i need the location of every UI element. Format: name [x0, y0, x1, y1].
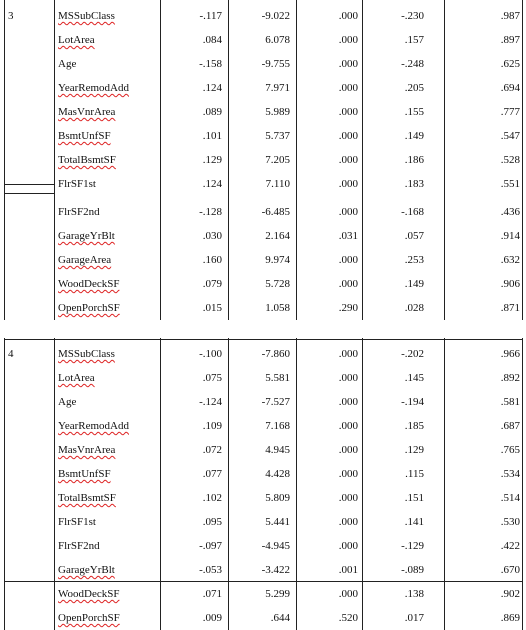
tolerance: .765	[500, 444, 520, 456]
std-beta: .124	[202, 178, 222, 190]
t-value: 1.058	[265, 302, 290, 314]
variable-name: WoodDeckSF	[58, 278, 120, 290]
sig-value: .000	[338, 130, 358, 142]
t-value: 7.971	[265, 82, 290, 94]
variable-name: MasVnrArea	[58, 444, 116, 456]
column-rule	[444, 338, 445, 630]
table-row	[0, 486, 526, 510]
t-value: 2.164	[265, 230, 290, 242]
table-row	[0, 534, 526, 558]
t-value: 5.441	[265, 516, 290, 528]
table-row	[0, 558, 526, 582]
table-row	[0, 224, 526, 248]
partial-correlation: .183	[404, 178, 424, 190]
partial-correlation: .138	[404, 588, 424, 600]
tolerance: .422	[500, 540, 520, 552]
partial-correlation: .129	[404, 444, 424, 456]
page-break-top-rule	[4, 193, 54, 194]
column-rule	[228, 0, 229, 196]
std-beta: .009	[202, 612, 222, 624]
std-beta: -.100	[199, 348, 222, 360]
partial-correlation: .028	[404, 302, 424, 314]
sig-value: .000	[338, 588, 358, 600]
partial-correlation: -.202	[401, 348, 424, 360]
column-rule	[54, 0, 55, 196]
sig-value: .000	[338, 254, 358, 266]
model-group-cont	[0, 200, 526, 320]
variable-name: GarageArea	[58, 254, 112, 266]
sig-value: .000	[338, 106, 358, 118]
t-value: -6.485	[261, 206, 290, 218]
variable-name: WoodDeckSF	[58, 588, 120, 600]
variable-name: Age	[58, 58, 77, 70]
variable-name: MSSubClass	[58, 10, 115, 22]
table-row	[0, 296, 526, 320]
table-row	[0, 366, 526, 390]
variable-name: GarageYrBlt	[58, 230, 115, 242]
column-rule	[54, 196, 55, 320]
column-rule	[160, 196, 161, 320]
tolerance: .632	[500, 254, 520, 266]
table-row	[0, 52, 526, 76]
tolerance: .902	[500, 588, 520, 600]
t-value: 5.809	[265, 492, 290, 504]
table-row	[0, 28, 526, 52]
variable-name: GarageYrBlt	[58, 564, 115, 576]
column-rule	[362, 0, 363, 196]
std-beta: .089	[202, 106, 222, 118]
table-row	[0, 172, 526, 196]
variable-name: YearRemodAdd	[58, 82, 129, 94]
std-beta: .015	[202, 302, 222, 314]
table-row	[0, 342, 526, 366]
column-rule	[362, 196, 363, 320]
model-group-4	[0, 342, 526, 630]
partial-correlation: .149	[404, 278, 424, 290]
partial-correlation: .185	[404, 420, 424, 432]
model-number: 3	[8, 10, 14, 22]
sig-value: .000	[338, 178, 358, 190]
column-rule	[160, 0, 161, 196]
table-row	[0, 248, 526, 272]
sig-value: .000	[338, 82, 358, 94]
partial-correlation: .115	[405, 468, 424, 480]
partial-correlation: -.129	[401, 540, 424, 552]
column-rule	[228, 196, 229, 320]
variable-name: TotalBsmtSF	[58, 154, 116, 166]
variable-name: OpenPorchSF	[58, 302, 120, 314]
model-3-bottom-rule	[4, 184, 54, 185]
sig-value: .000	[338, 492, 358, 504]
tolerance: .551	[500, 178, 520, 190]
table-row	[0, 76, 526, 100]
table-row	[0, 4, 526, 28]
t-value: 4.945	[265, 444, 290, 456]
partial-correlation: .157	[404, 34, 424, 46]
sig-value: .000	[338, 516, 358, 528]
tolerance: .547	[500, 130, 520, 142]
table-row	[0, 582, 526, 606]
partial-correlation: -.194	[401, 396, 424, 408]
variable-name: TotalBsmtSF	[58, 492, 116, 504]
std-beta: .075	[202, 372, 222, 384]
t-value: 7.110	[265, 178, 290, 190]
table-row	[0, 438, 526, 462]
std-beta: .101	[202, 130, 222, 142]
tolerance: .687	[500, 420, 520, 432]
std-beta: -.117	[199, 10, 222, 22]
t-value: 7.205	[265, 154, 290, 166]
t-value: -7.527	[261, 396, 290, 408]
tolerance: .436	[500, 206, 520, 218]
partial-correlation: .145	[404, 372, 424, 384]
sig-value: .000	[338, 10, 358, 22]
table-row	[0, 510, 526, 534]
partial-correlation: -.230	[401, 10, 424, 22]
std-beta: .084	[202, 34, 222, 46]
t-value: 5.728	[265, 278, 290, 290]
tolerance: .869	[500, 612, 520, 624]
std-beta: -.128	[199, 206, 222, 218]
std-beta: .109	[202, 420, 222, 432]
tolerance: .906	[500, 278, 520, 290]
t-value: .644	[270, 612, 290, 624]
t-value: -7.860	[261, 348, 290, 360]
tolerance: .966	[500, 348, 520, 360]
sig-value: .000	[338, 348, 358, 360]
variable-name: FlrSF1st	[58, 178, 96, 190]
sig-value: .000	[338, 206, 358, 218]
variable-name: OpenPorchSF	[58, 612, 120, 624]
std-beta: .072	[202, 444, 222, 456]
variable-name: Age	[58, 396, 77, 408]
table-row	[0, 200, 526, 224]
sig-value: .520	[338, 612, 358, 624]
variable-name: MSSubClass	[58, 348, 115, 360]
table-row	[0, 390, 526, 414]
std-beta: .102	[202, 492, 222, 504]
table-bottom-rule	[4, 581, 522, 582]
right-border	[522, 0, 523, 196]
left-border	[4, 0, 5, 196]
right-border	[522, 196, 523, 320]
column-rule	[444, 0, 445, 196]
table-row	[0, 148, 526, 172]
t-value: 6.078	[265, 34, 290, 46]
tolerance: .777	[500, 106, 520, 118]
tolerance: .897	[500, 34, 520, 46]
column-rule	[444, 196, 445, 320]
std-beta: .129	[202, 154, 222, 166]
sig-value: .001	[338, 564, 358, 576]
column-rule	[296, 0, 297, 196]
sig-value: .000	[338, 372, 358, 384]
tolerance: .528	[500, 154, 520, 166]
column-rule	[296, 338, 297, 630]
partial-correlation: -.168	[401, 206, 424, 218]
partial-correlation: .151	[404, 492, 424, 504]
partial-correlation: .155	[404, 106, 424, 118]
model-number: 4	[8, 348, 14, 360]
tolerance: .534	[500, 468, 520, 480]
sig-value: .000	[338, 34, 358, 46]
sig-value: .031	[338, 230, 358, 242]
sig-value: .000	[338, 468, 358, 480]
sig-value: .000	[338, 420, 358, 432]
left-border	[4, 196, 5, 320]
table-row	[0, 100, 526, 124]
t-value: 5.299	[265, 588, 290, 600]
sig-value: .290	[338, 302, 358, 314]
column-rule	[296, 196, 297, 320]
sig-value: .000	[338, 58, 358, 70]
table-row	[0, 606, 526, 630]
variable-name: FlrSF2nd	[58, 206, 100, 218]
tolerance: .694	[500, 82, 520, 94]
variable-name: BsmtUnfSF	[58, 130, 111, 142]
table-row	[0, 414, 526, 438]
sig-value: .000	[338, 396, 358, 408]
variable-name: YearRemodAdd	[58, 420, 129, 432]
column-rule	[160, 338, 161, 630]
column-rule	[228, 338, 229, 630]
t-value: -3.422	[261, 564, 290, 576]
partial-correlation: .205	[404, 82, 424, 94]
std-beta: -.124	[199, 396, 222, 408]
t-value: 9.974	[265, 254, 290, 266]
partial-correlation: -.089	[401, 564, 424, 576]
tolerance: .581	[500, 396, 520, 408]
tolerance: .514	[500, 492, 520, 504]
partial-correlation: .253	[404, 254, 424, 266]
t-value: 5.581	[265, 372, 290, 384]
partial-correlation: .057	[404, 230, 424, 242]
table-row	[0, 462, 526, 486]
tolerance: .670	[500, 564, 520, 576]
std-beta: -.158	[199, 58, 222, 70]
t-value: 7.168	[265, 420, 290, 432]
left-border	[4, 338, 5, 630]
partial-correlation: .017	[404, 612, 424, 624]
t-value: 4.428	[265, 468, 290, 480]
tolerance: .625	[500, 58, 520, 70]
tolerance: .987	[500, 10, 520, 22]
variable-name: MasVnrArea	[58, 106, 116, 118]
sig-value: .000	[338, 278, 358, 290]
column-rule	[362, 338, 363, 630]
t-value: -9.755	[261, 58, 290, 70]
sig-value: .000	[338, 154, 358, 166]
std-beta: .079	[202, 278, 222, 290]
partial-correlation: .186	[404, 154, 424, 166]
std-beta: .124	[202, 82, 222, 94]
variable-name: FlrSF1st	[58, 516, 96, 528]
t-value: 5.989	[265, 106, 290, 118]
tolerance: .914	[500, 230, 520, 242]
tolerance: .871	[500, 302, 520, 314]
std-beta: .077	[202, 468, 222, 480]
std-beta: .030	[202, 230, 222, 242]
partial-correlation: -.248	[401, 58, 424, 70]
t-value: -9.022	[261, 10, 290, 22]
sig-value: .000	[338, 444, 358, 456]
std-beta: -.097	[199, 540, 222, 552]
tolerance: .530	[500, 516, 520, 528]
t-value: 5.737	[265, 130, 290, 142]
right-border	[522, 338, 523, 630]
std-beta: .160	[202, 254, 222, 266]
partial-correlation: .141	[404, 516, 424, 528]
table-row	[0, 272, 526, 296]
std-beta: .095	[202, 516, 222, 528]
variable-name: FlrSF2nd	[58, 540, 100, 552]
sig-value: .000	[338, 540, 358, 552]
std-beta: .071	[202, 588, 222, 600]
model-4-top-rule	[4, 339, 522, 340]
variable-name: LotArea	[58, 34, 95, 46]
column-rule	[54, 338, 55, 630]
variable-name: BsmtUnfSF	[58, 468, 111, 480]
table-row	[0, 124, 526, 148]
variable-name: LotArea	[58, 372, 95, 384]
std-beta: -.053	[199, 564, 222, 576]
t-value: -4.945	[261, 540, 290, 552]
partial-correlation: .149	[404, 130, 424, 142]
tolerance: .892	[500, 372, 520, 384]
model-group-3	[0, 4, 526, 196]
